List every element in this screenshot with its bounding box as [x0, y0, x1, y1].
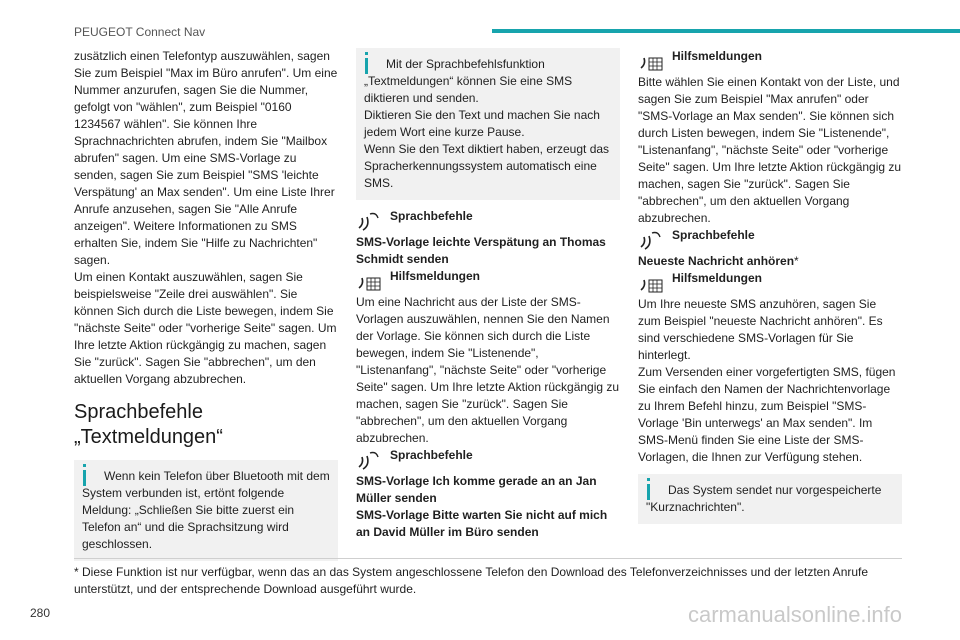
voice-command-label: Sprachbefehle [390, 209, 473, 223]
voice-command-block [356, 447, 620, 541]
info-box [638, 474, 902, 524]
voice-command-icon [356, 208, 384, 234]
voice-command-text: SMS-Vorlage Ich komme gerade an an Jan Müller senden SMS-Vorlage Bitte warten Sie nicht auf mich an David Müller im Büro senden [356, 474, 608, 539]
help-message-label: Hilfsmeldungen [390, 269, 481, 283]
page-number: 280 [30, 606, 51, 620]
help-message-icon [638, 270, 666, 296]
voice-command-icon [356, 447, 384, 473]
info-text: Das System sendet nur vorgespeicherte "Kurznachrichten". [646, 483, 882, 514]
footnote-marker: * [794, 254, 799, 268]
info-text: Wenn kein Telefon über Bluetooth mit dem System verbunden ist, ertönt folgende Meldung: „Schließen Sie bitte zuerst ein Telefon an“ und die Sprachsitzung wird geschlossen. [82, 469, 330, 551]
column-2 [356, 48, 620, 541]
info-icon [83, 470, 86, 486]
help-message-text: Bitte wählen Sie einen Kontakt von der Liste, und sagen Sie zum Beispiel "Max anrufen" oder "SMS-Vorlage an Max senden". Sie können sich durch Listen bewegen, indem Sie "Listenende", "Listenanfang", "nächste Seite" oder "vorherige Seite" sagen. Um Ihre letzte Aktion rückgängig zu machen, sagen Sie "zurück". Sagen Sie "abbrechen", um den aktuellen Vorgang abzubrechen. [638, 75, 902, 225]
help-message-text: Um Ihre neueste SMS anzuhören, sagen Sie zum Beispiel "neueste Nachricht anhören". Es sind verschiedene SMS-Vorlagen für Sie hinterlegt. Zum Versenden einer vorgefertigten SMS, fügen Sie einfach den Namen der Nachrichtenvorlage zu Ihrem Befehl hinzu, zum Beispiel "SMS-Vorlage 'Bin unterwegs' an Max senden". Im SMS-Menü finden Sie eine Liste der SMS-Vorlagen, die Ihnen zur Verfügung stehen. [638, 297, 896, 464]
footnote-divider [74, 558, 902, 559]
section-heading: Sprachbefehle „Textmeldungen“ [74, 401, 223, 448]
voice-command-text [638, 253, 902, 270]
voice-command-icon [638, 227, 666, 253]
voice-command-phrase: Neueste Nachricht anhören [638, 254, 795, 268]
help-message-label: Hilfsmeldungen [672, 271, 763, 285]
column-1 [74, 48, 338, 561]
footnote: * Diese Funktion ist nur verfügbar, wenn das an das System angeschlossene Telefon den Download des Telefonverzeichnisses und der letzten Anrufe unterstützt, und der entsprechende Download ausgeführt wurde. [74, 565, 869, 596]
info-icon [365, 58, 368, 74]
info-text: Mit der Sprachbefehlsfunktion „Textmeldungen“ können Sie eine SMS diktieren und senden. Diktieren Sie den Text und machen Sie nach jedem Wort eine kurze Pause. Wenn Sie den Text diktiert haben, erzeugt das Spracherkennungssystem automatisch eine SMS. [364, 57, 610, 190]
info-box [74, 460, 338, 561]
help-message-block [356, 268, 620, 447]
intro-paragraph: zusätzlich einen Telefontyp auszuwählen, sagen Sie zum Beispiel "Max im Büro anrufen". Um eine Nummer anzurufen, sagen Sie die Nummer, gefolgt von "wählen", zum Beispiel "0160 1234567 wählen". Sie können Ihre Sprachnachrichten abrufen, indem Sie "Mailbox abrufen" sagen. Um eine SMS-Vorlage zu senden, sagen Sie zum Beispiel "SMS 'leichte Verspätung' an Max senden". Um eine Liste Ihrer Anrufe anzusehen, sagen Sie "Alle Anrufe anzeigen". Weitere Informationen zu SMS erhalten Sie, indem Sie "Hilfe zu Nachrichten" sagen. Um einen Kontakt auszuwählen, sagen Sie beispielsweise "Zeile drei auswählen". Sie können Sich durch die Liste bewegen, indem Sie "nächste Seite" oder "vorherige Seite" sagen. Um Ihre letzte Aktion rückgängig zu machen, sagen Sie "zurück". Sagen Sie "abbrechen", um den aktuellen Vorgang abzubrechen. [74, 49, 338, 386]
voice-command-block [356, 208, 620, 268]
help-message-icon [356, 268, 384, 294]
voice-command-block [638, 227, 902, 270]
help-message-icon [638, 48, 666, 74]
voice-command-label: Sprachbefehle [672, 228, 755, 242]
info-icon [647, 484, 650, 500]
column-3 [638, 48, 902, 524]
voice-command-text: SMS-Vorlage leichte Verspätung an Thomas Schmidt senden [356, 235, 606, 266]
help-message-label: Hilfsmeldungen [672, 49, 763, 63]
header-accent-bar [492, 29, 960, 33]
help-message-block [638, 270, 902, 466]
watermark: carmanualsonline.info [688, 602, 903, 627]
help-message-block [638, 48, 902, 227]
voice-command-label: Sprachbefehle [390, 448, 473, 462]
header-title: PEUGEOT Connect Nav [74, 25, 206, 39]
info-box [356, 48, 620, 200]
help-message-text: Um eine Nachricht aus der Liste der SMS-Vorlagen auszuwählen, nennen Sie den Namen der Vorlage. Sie können sich durch die Liste bewegen, indem Sie "Listenende", "Listenanfang", "nächste Seite" oder "vorherige Seite" sagen. Um Ihre letzte Aktion rückgängig zu machen, sagen Sie "zurück". Sagen Sie "abbrechen", um den aktuellen Vorgang abzubrechen. [356, 295, 620, 445]
